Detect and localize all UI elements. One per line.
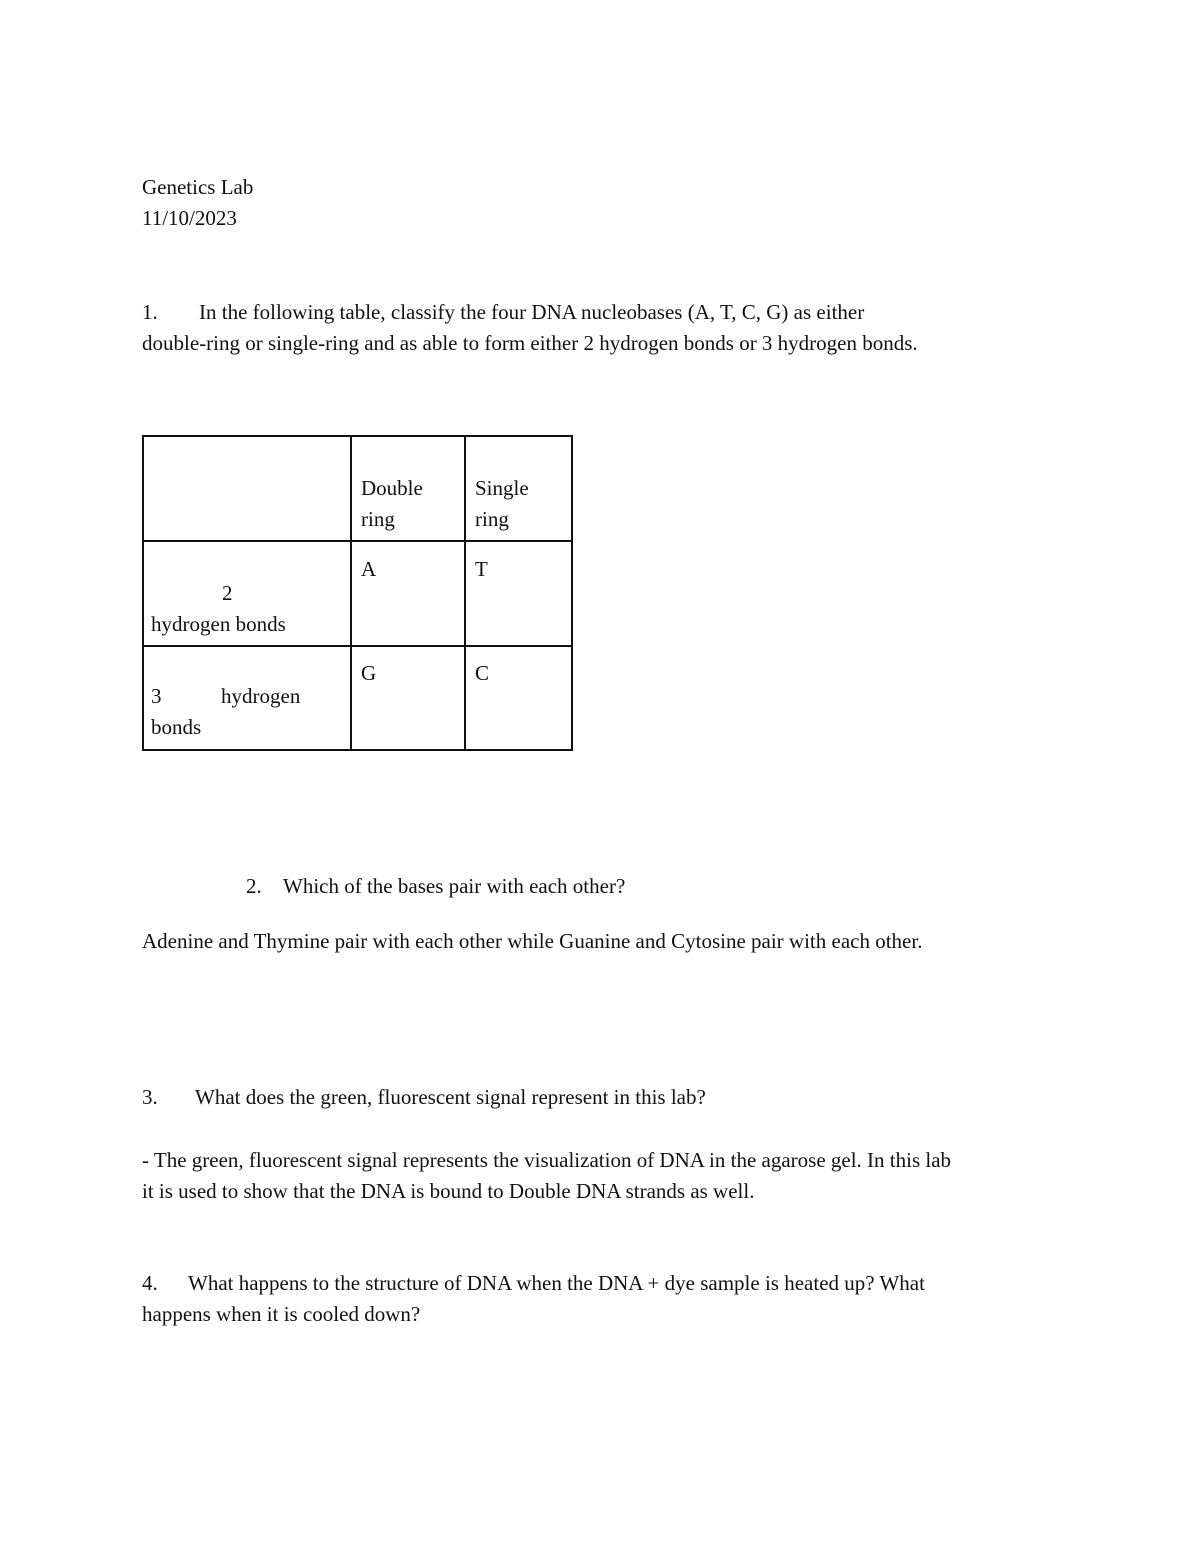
col-header-line: Double [361,476,423,500]
row-label-line: 2 [222,581,233,605]
col-header-line: ring [475,507,509,531]
col-header-single-ring [465,436,572,541]
row-label-line: 3 [151,684,162,708]
cell-single-ring-3-bonds [465,646,572,750]
base-letter: A [361,557,377,581]
col-header-line: ring [361,507,395,531]
base-letter: G [361,661,377,685]
table-row-2-hydrogen-bonds [143,541,572,646]
row-label-line: hydrogen [221,684,301,708]
table-row-3-hydrogen-bonds [143,646,572,750]
q3-answer-line2: it is used to show that the DNA is bound to Double DNA strands as well. [142,1179,755,1203]
cell-double-ring-2-bonds [351,541,465,646]
document-title: Genetics Lab [142,175,254,199]
col-header-double-ring [351,436,465,541]
q3-answer-line1: - The green, fluorescent signal represents the visualization of DNA in the agarose gel. In this lab [142,1148,952,1172]
col-header-line: Single [475,476,529,500]
q2-question: Which of the bases pair with each other? [283,874,626,898]
document-date: 11/10/2023 [142,206,237,230]
q1-text-line1: In the following table, classify the four DNA nucleobases (A, T, C, G) as either [199,300,865,324]
row-label-2-hydrogen-bonds [143,541,351,646]
base-letter: C [475,661,490,685]
q2-answer: Adenine and Thymine pair with each other while Guanine and Cytosine pair with each other. [142,929,923,953]
table-header-row [143,436,572,541]
table-corner-cell [143,436,351,541]
row-label-line: bonds [151,715,202,739]
q3-question: What does the green, fluorescent signal represent in this lab? [195,1085,706,1109]
q1-number: 1. [142,300,158,324]
nucleobase-table [142,435,573,751]
q4-number: 4. [142,1271,158,1295]
cell-single-ring-2-bonds [465,541,572,646]
q3-number: 3. [142,1085,158,1109]
q4-question-line2: happens when it is cooled down? [142,1302,421,1326]
base-letter: T [475,557,488,581]
q2-number: 2. [246,874,262,898]
q4-question-line1: What happens to the structure of DNA when the DNA + dye sample is heated up? What [188,1271,925,1295]
row-label-3-hydrogen-bonds [143,646,351,750]
row-label-line: hydrogen bonds [151,612,286,636]
q1-text-line2: double-ring or single-ring and as able to form either 2 hydrogen bonds or 3 hydrogen bonds. [142,331,918,355]
cell-double-ring-3-bonds [351,646,465,750]
